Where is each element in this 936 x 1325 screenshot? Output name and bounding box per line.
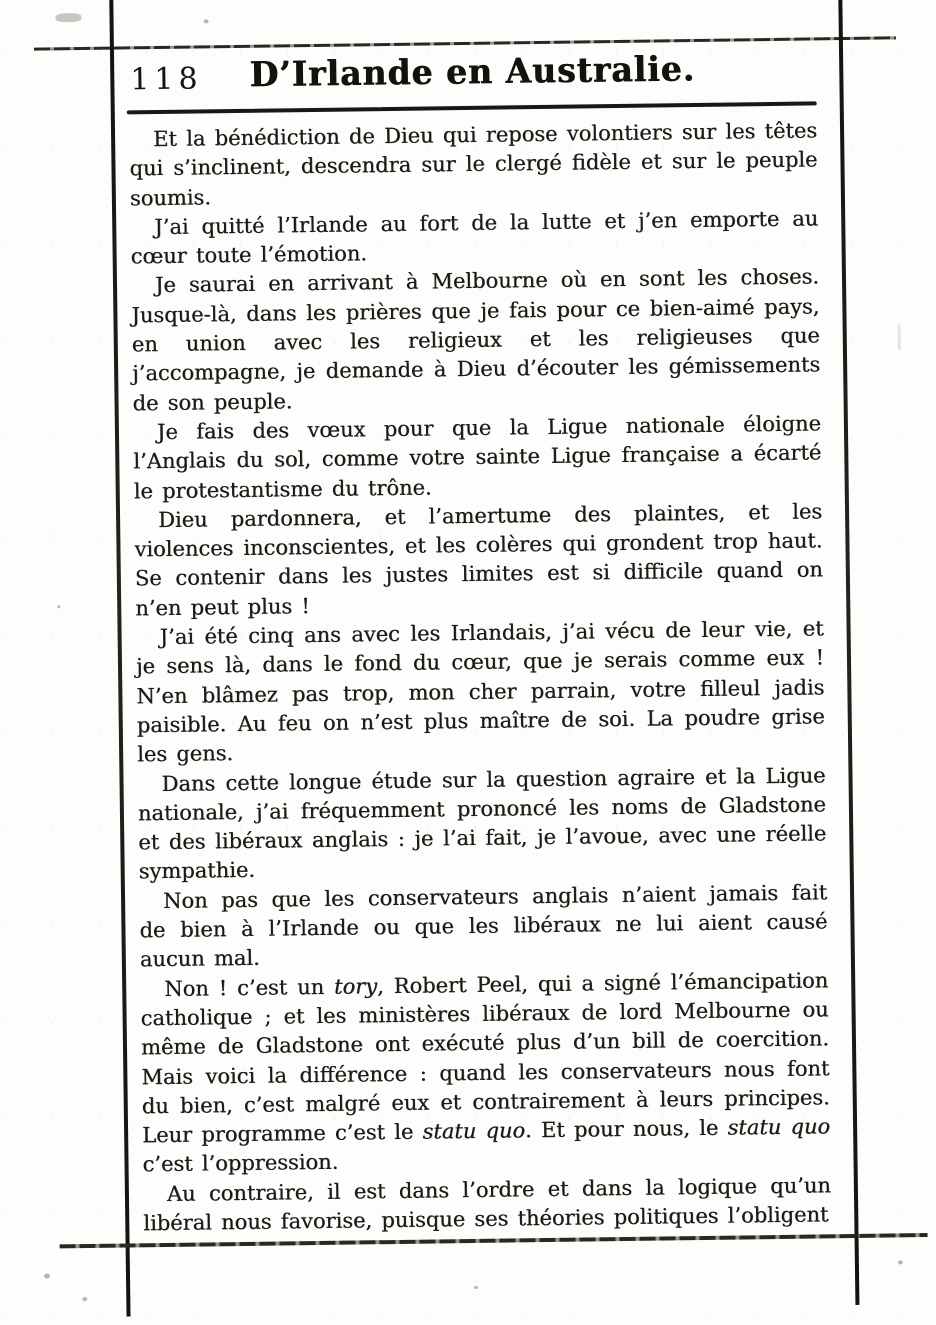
header-rule bbox=[127, 101, 817, 114]
frame-right-rule bbox=[838, 0, 859, 1305]
scan-speckle bbox=[57, 605, 60, 608]
scan-speckle bbox=[898, 1260, 903, 1264]
scan-speckle bbox=[44, 1274, 50, 1279]
paragraph bbox=[143, 1171, 832, 1239]
text-segment: Non pas que les conservateurs anglais n’aient jamais fait de bien à l’Irlande ou que les libéraux ne lui aient causé aucun mal. bbox=[139, 880, 828, 972]
running-title: D’Irlande en Australie. bbox=[249, 48, 696, 95]
scan-speckle bbox=[898, 324, 901, 350]
text-segment: Je saurai en arrivant à Melbourne où en sont les choses. Jusque-là, dans les prières que je fais pour ce bien-aimé pays, en union avec les religieux et les religieuses que j’accompagne, je demande à Dieu d’écouter les gémissements de son peuple. bbox=[131, 264, 821, 416]
paragraph bbox=[129, 116, 818, 213]
text-segment: Non ! c’est un bbox=[164, 974, 335, 1001]
text-segment: Et la bénédiction de Dieu qui repose volontiers sur les têtes qui s’inclinent, descendra sur le clergé fidèle et sur le peuple soumis. bbox=[129, 118, 818, 210]
text-segment: . Et pour nous, le bbox=[524, 1115, 728, 1143]
text-segment: J’ai quitté l’Irlande au fort de la lutte et j’en emporte au cœur toute l’émotion. bbox=[130, 206, 819, 269]
paragraph bbox=[137, 761, 826, 887]
text-segment: , Robert Peel, qui a signé l’émancipation catholique ; et les ministères libéraux de lord Melbourne ou même de Gladstone ont exécuté plus d’un bill de coercition. Mais voici la différence : quand les conservateurs nous font du bien, c’est malgré eux et contrairement à leurs principes. Leur programme c’est le bbox=[140, 967, 830, 1148]
italic-term: statu quo bbox=[422, 1118, 526, 1144]
scan-speckle bbox=[204, 19, 209, 23]
paragraph bbox=[130, 204, 819, 272]
paragraph bbox=[131, 263, 821, 418]
text-block bbox=[129, 116, 832, 1238]
italic-term: statu quo bbox=[727, 1114, 831, 1140]
paragraph bbox=[139, 878, 828, 975]
frame-left-rule bbox=[109, 0, 130, 1317]
page-header bbox=[128, 47, 816, 98]
text-segment: Dieu pardonnera, et l’amertume des plaintes, et les violences inconscientes, et les colères qui grondent trop haut. Se contenir dans les justes limites est si difficile quand on n’en peut plus ! bbox=[134, 499, 823, 621]
paragraph bbox=[133, 409, 822, 506]
paragraph bbox=[135, 614, 825, 769]
text-segment: Au contraire, il est dans l’ordre et dans la logique qu’un libéral nous favorise, puisque ses théories politiques l’obligent bbox=[143, 1172, 832, 1236]
page-number: 118 bbox=[130, 61, 203, 98]
text-segment: c’est l’oppression. bbox=[142, 1150, 339, 1177]
text-segment: Je fais des vœux pour que la Ligue nationale éloigne l’Anglais du sol, comme votre sainte Ligue française a écarté le protestantisme du trône. bbox=[133, 411, 822, 503]
scan-speckle bbox=[474, 1286, 478, 1289]
scan-speckle bbox=[82, 1297, 87, 1301]
text-segment: J’ai été cinq ans avec les Irlandais, j’ai vécu de leur vie, et je sens là, dans le fond du cœur, que je serais comme eux ! N’en blâmez pas trop, mon cher parrain, votre filleul jadis paisible. Au feu on n’est plus maître de soi. La poudre grise les gens. bbox=[135, 616, 825, 767]
paragraph bbox=[140, 966, 831, 1180]
text-segment: Dans cette longue étude sur la question agraire et la Ligue nationale, j’ai fréquemment prononcé les noms de Gladstone et des libéraux anglais : je l’ai fait, je l’avoue, avec une réelle sympathie. bbox=[137, 762, 827, 884]
italic-term: tory bbox=[333, 973, 378, 999]
paragraph bbox=[134, 497, 823, 623]
scan-speckle bbox=[55, 13, 81, 22]
